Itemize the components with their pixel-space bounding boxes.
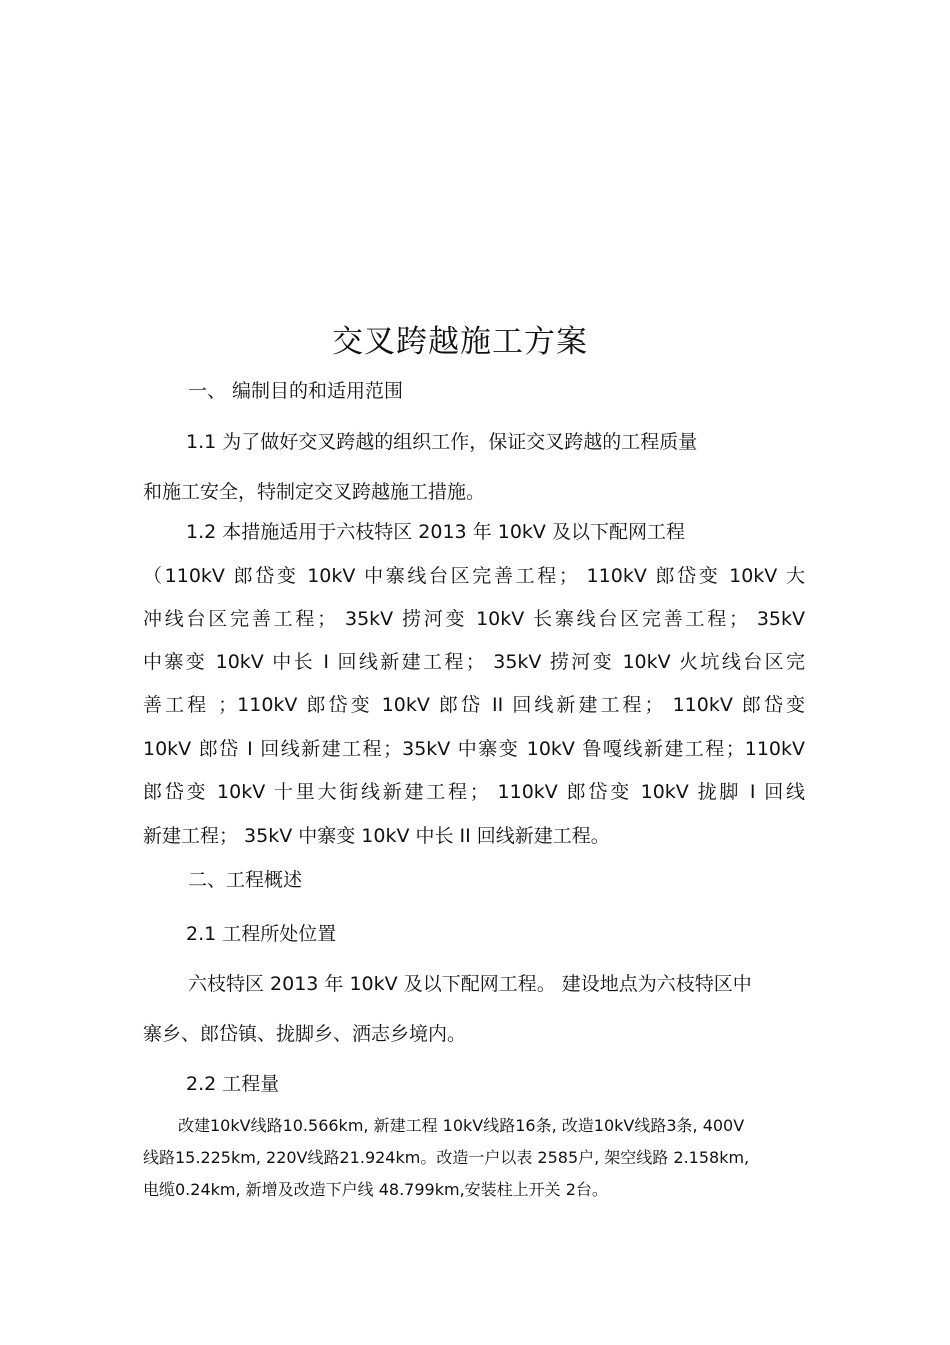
paragraph-line: 郎岱变 10kV 十里大街线新建工程； 110kV 郎岱变 10kV 拢脚 I 回线: [143, 781, 805, 803]
paragraph-line: 电缆0.24km, 新增及改造下户线 48.799km,安装柱上开关 2台。: [143, 1180, 608, 1199]
paragraph-line: 改建10kV线路10.566km, 新建工程 10kV线路16条, 改造10kV线路3条, 400V: [178, 1116, 745, 1135]
paragraph-line: 六枝特区 2013 年 10kV 及以下配网工程。 建设地点为六枝特区中: [188, 973, 752, 995]
paragraph-line: 1.2 本措施适用于六枝特区 2013 年 10kV 及以下配网工程: [186, 521, 685, 543]
subsection-heading: 2.2 工程量: [186, 1073, 280, 1095]
subsection-heading: 2.1 工程所处位置: [186, 923, 337, 945]
paragraph-line: 善工程 ；110kV 郎岱变 10kV 郎岱 II 回线新建工程； 110kV 郎岱变: [143, 694, 805, 716]
paragraph-line: 新建工程； 35kV 中寨变 10kV 中长 II 回线新建工程。: [143, 825, 610, 847]
paragraph-line: 冲线台区完善工程； 35kV 捞河变 10kV 长寨线台区完善工程； 35kV: [143, 608, 805, 630]
paragraph-line: 线路15.225km, 220V线路21.924km。改造一户以表 2585户, 架空线路 2.158km,: [143, 1148, 750, 1167]
paragraph-line: 和施工安全，特制定交叉跨越施工措施。: [143, 481, 486, 503]
paragraph-line: 1.1 为了做好交叉跨越的组织工作，保证交叉跨越的工程质量: [186, 431, 698, 453]
section-heading-2: 二、工程概述: [188, 869, 303, 891]
paragraph-line: 寨乡、郎岱镇、拢脚乡、洒志乡境内。: [143, 1023, 467, 1045]
section-heading-1: 一、 编制目的和适用范围: [188, 380, 404, 402]
paragraph-line: 中寨变 10kV 中长 I 回线新建工程； 35kV 捞河变 10kV 火坑线台区完: [143, 651, 805, 673]
paragraph-line: 10kV 郎岱 I 回线新建工程；35kV 中寨变 10kV 鲁嘎线新建工程；110kV: [143, 738, 805, 760]
paragraph-line: （110kV 郎岱变 10kV 中寨线台区完善工程； 110kV 郎岱变 10kV 大: [143, 565, 805, 587]
document-title: 交叉跨越施工方案: [332, 324, 588, 360]
